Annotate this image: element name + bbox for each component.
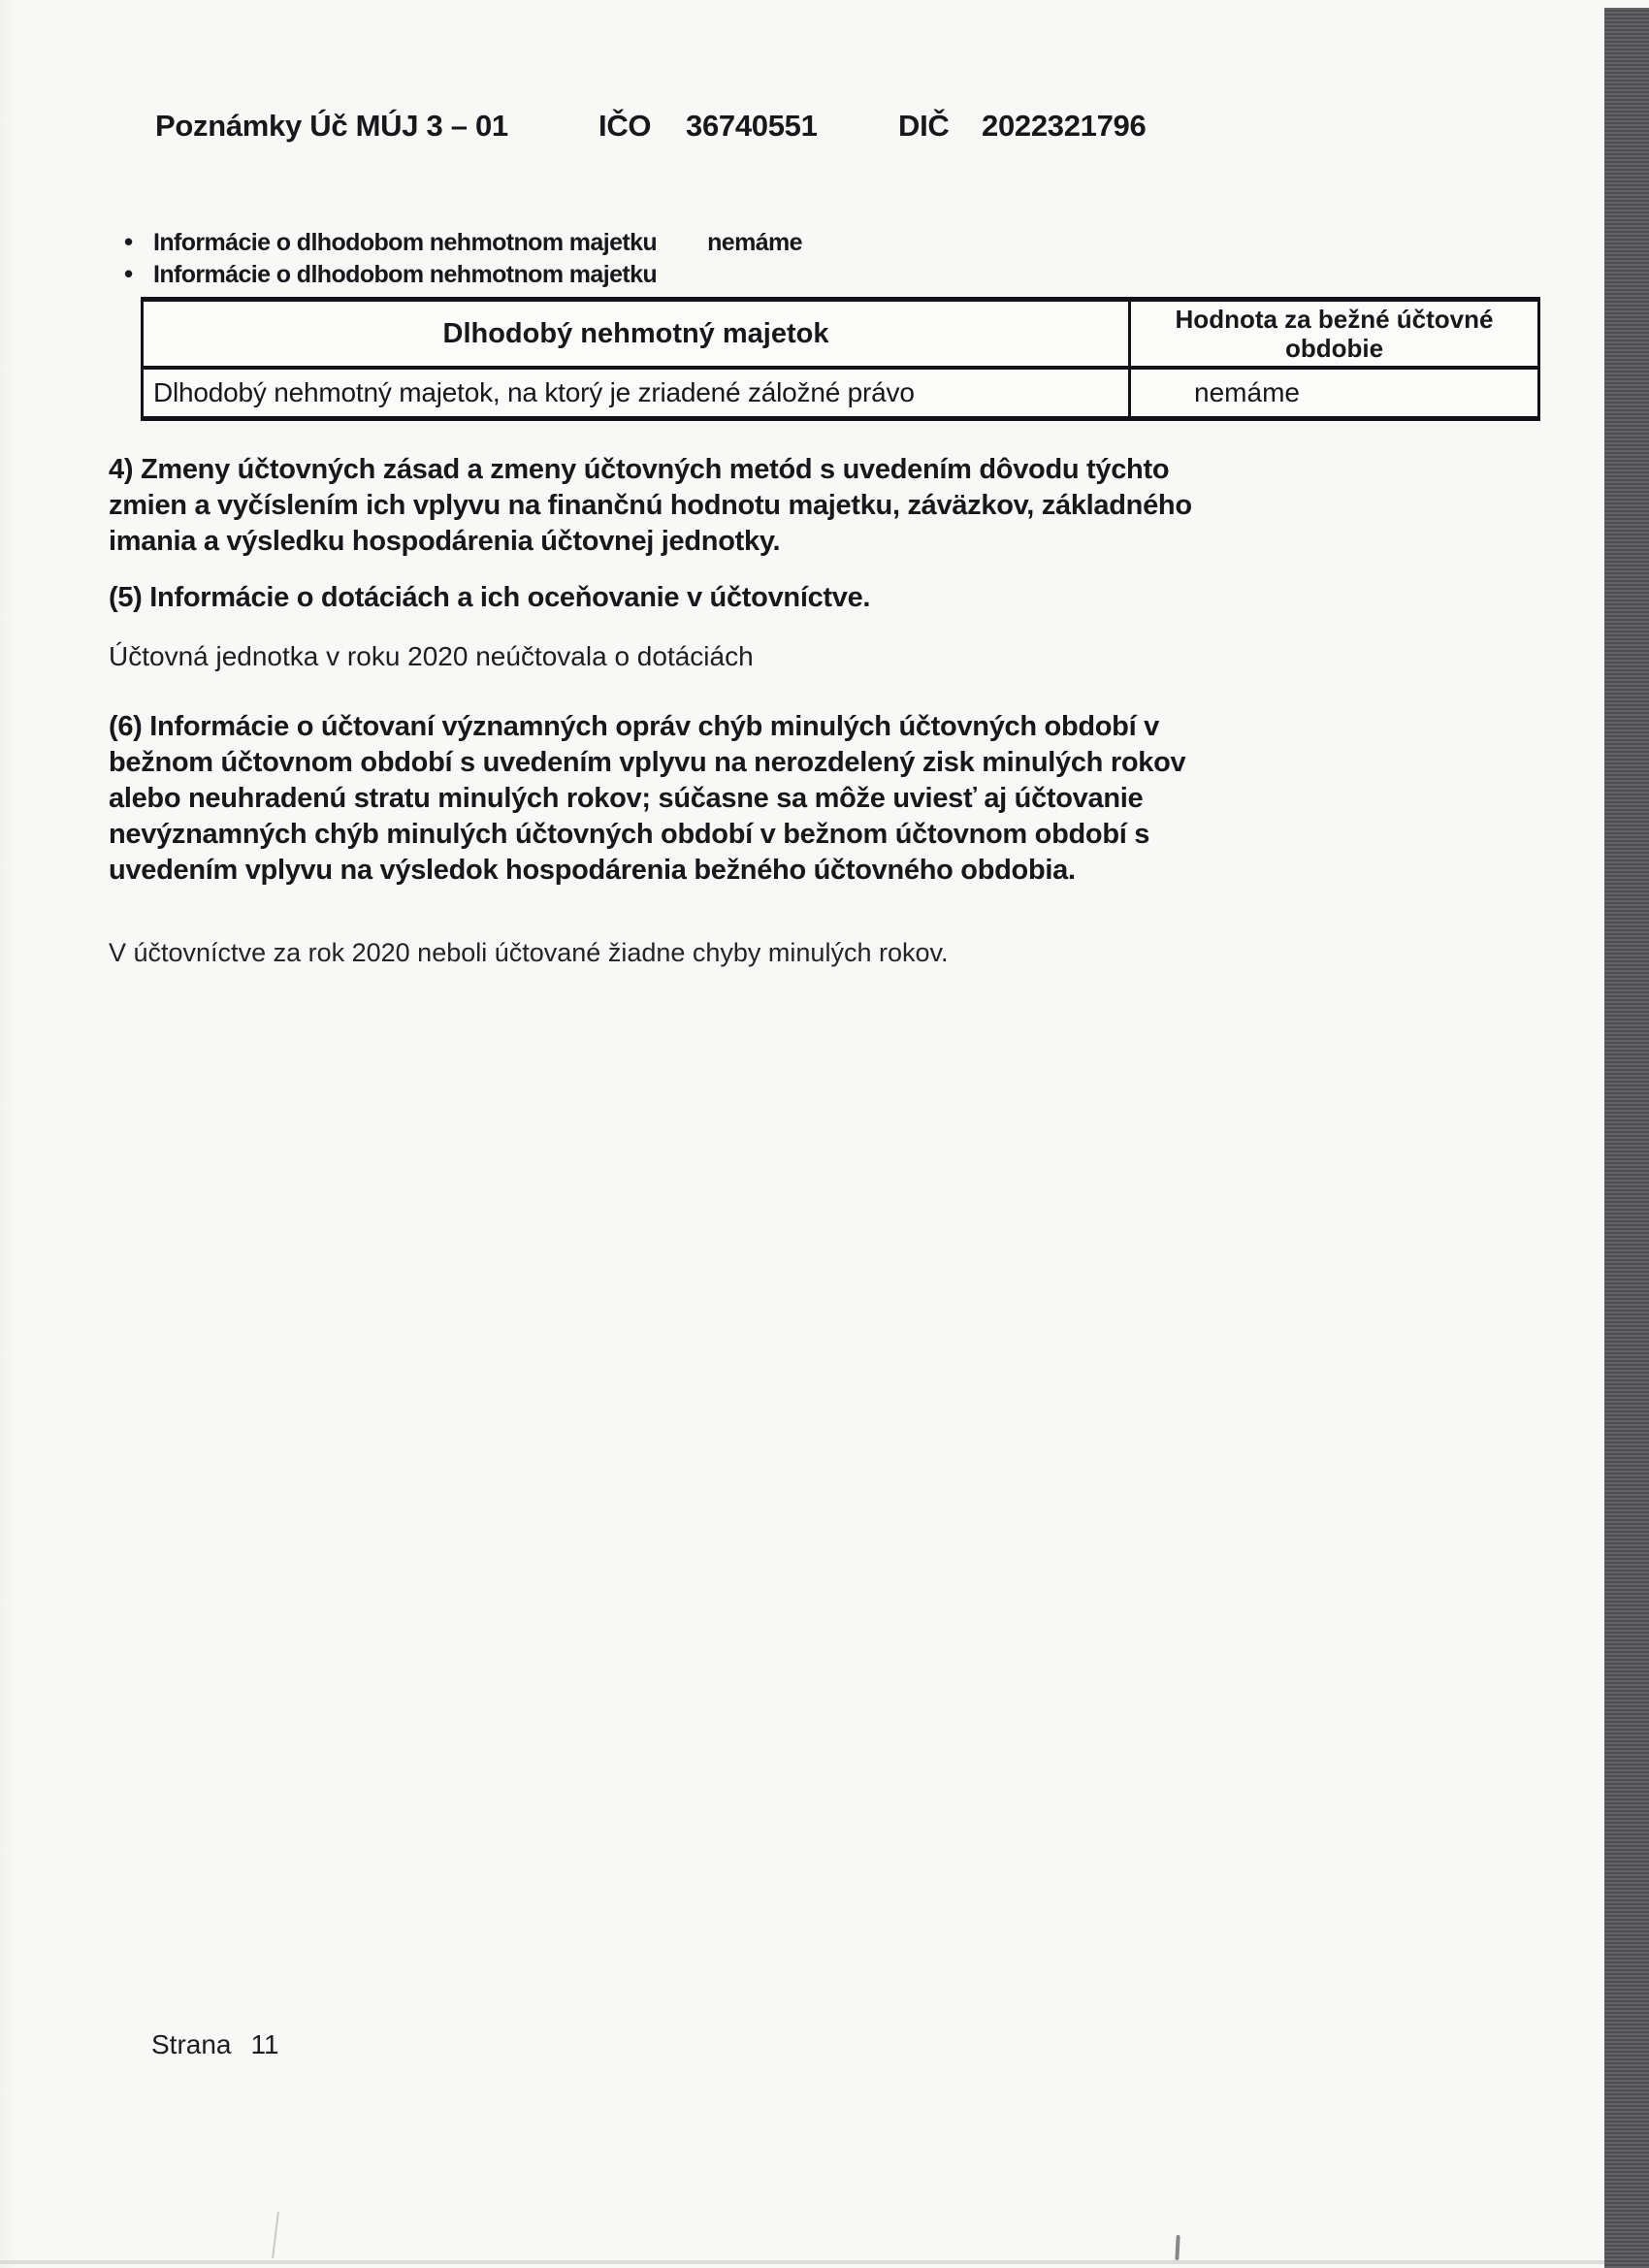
table-header-value: Hodnota za bežné účtovné obdobie: [1128, 302, 1537, 370]
paragraph-4-line: zmien a vyčíslením ich vplyvu na finančnú hodnotu majetku, záväzkov, základného: [109, 490, 1192, 521]
list-item: [124, 227, 1240, 259]
bullet-icon: •: [124, 227, 133, 256]
bullet-text: Informácie o dlhodobom nehmotnom majetku: [153, 229, 658, 256]
dic-label: DIČ: [898, 109, 950, 143]
form-title: Poznámky Úč MÚJ 3 – 01: [155, 109, 508, 143]
scan-edge-stripe: [1604, 8, 1649, 2268]
paragraph-6-line: (6) Informácie o účtovaní významných opráv chýb minulých účtovných období v: [109, 711, 1159, 742]
ico-label: IČO: [598, 109, 652, 143]
paragraph-6-line: uvedením vplyvu na výsledok hospodárenia bežného účtovného obdobia.: [109, 855, 1076, 886]
paragraph-4: [109, 452, 1195, 560]
scan-bottom-edge: [0, 2260, 1604, 2264]
bullet-text: Informácie o dlhodobom nehmotnom majetku: [153, 261, 658, 288]
form-header: [0, 109, 1649, 147]
dic-value: 2022321796: [982, 109, 1147, 143]
list-item: [124, 259, 1240, 291]
page-number: 11: [250, 2029, 279, 2059]
paragraph-6-line: nevýznamných chýb minulých účtovných období v bežnom účtovnom období s: [109, 819, 1150, 850]
intangible-assets-table: [141, 297, 1540, 421]
page-label: Strana: [151, 2029, 232, 2059]
bullet-icon: •: [124, 259, 133, 288]
scan-artifact: [1175, 2235, 1180, 2260]
page-number-footer: [151, 2029, 279, 2060]
paragraph-6-line: alebo neuhradenú stratu minulých rokov; súčasne sa môže uviesť aj účtovanie: [109, 783, 1144, 814]
paragraph-5-heading: (5) Informácie o dotáciách a ich oceňovanie v účtovníctve.: [109, 582, 871, 613]
final-note: V účtovníctve za rok 2020 neboli účtované žiadne chyby minulých rokov.: [109, 938, 949, 967]
table-row-label: Dlhodobý nehmotný majetok, na ktorý je zriadené záložné právo: [153, 377, 915, 407]
ico-value: 36740551: [686, 109, 818, 143]
paragraph-5-body: Účtovná jednotka v roku 2020 neúčtovala o dotáciách: [109, 641, 754, 671]
bullet-list: [124, 227, 1240, 291]
paragraph-4-line: imania a výsledku hospodárenia účtovnej jednotky.: [109, 526, 781, 557]
paragraph-6: [109, 709, 1195, 889]
table-row-value: nemáme: [1128, 370, 1537, 416]
paragraph-4-line: 4) Zmeny účtovných zásad a zmeny účtovných metód s uvedením dôvodu týchto: [109, 454, 1170, 485]
bullet-value: nemáme: [707, 229, 802, 256]
paragraph-6-line: bežnom účtovnom období s uvedením vplyvu na nerozdelený zisk minulých rokov: [109, 747, 1186, 778]
scan-artifact: [272, 2212, 279, 2258]
table-header-asset: Dlhodobý nehmotný majetok: [144, 302, 1128, 370]
